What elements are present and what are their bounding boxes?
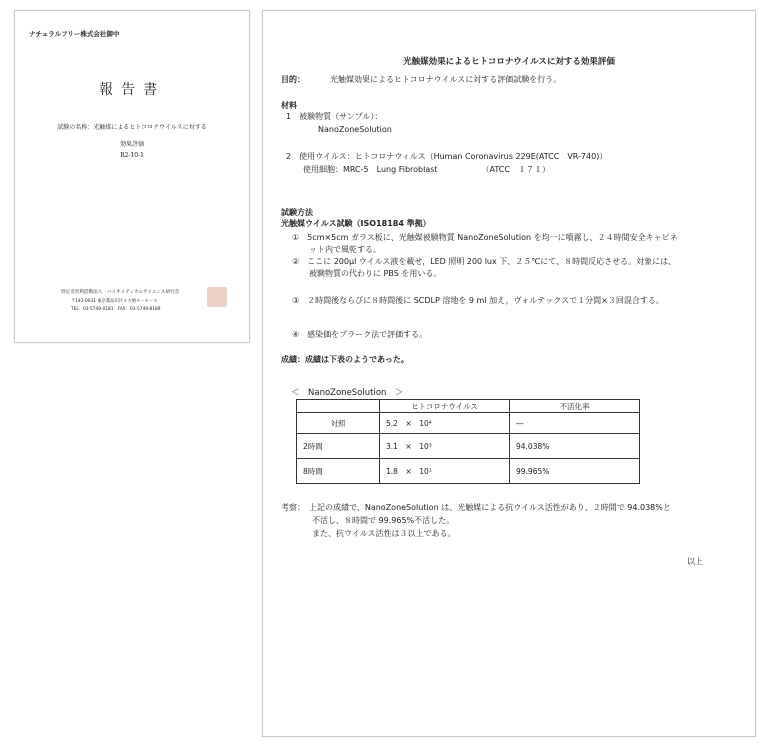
method-step-3: ③ ２時間後ならびに８時間後に SCDLP 溶地を 9 ml 加え，ヴォルテックスで１分間×３回混合する。 — [292, 296, 664, 305]
end-mark: 以上 — [687, 557, 703, 566]
table-header-cell: ヒトコロナウイルス — [380, 400, 510, 413]
table-cell: 94.038% — [510, 434, 640, 459]
cover-subject: 試験の名称：光触媒によるヒトコロナウイルスに対する — [57, 124, 207, 131]
table-cell: 対照 — [297, 413, 380, 434]
seal-stamp — [207, 287, 227, 307]
material-virus: 2 使用ウイルス：ヒトコロナウィルス（Human Coronavirus 229E(ATCC VR-740)） — [286, 152, 608, 161]
method-step-2: ② ここに 200μl ウイルス液を載せ，LED 照明 200 lux 下、２５℃にて、８時間反応させる。対象には、 — [292, 257, 677, 266]
table-cell: 1.8 × 10¹ — [380, 459, 510, 484]
table-row — [297, 459, 640, 484]
method-step-1: ① 5cm×5cm ガラス板に、光触媒被験物質 NanoZoneSolution を均一に噴霧し、２４時間安全キャビネ — [292, 233, 678, 242]
cover-addressee: ナチュラルフリー株式会社御中 — [29, 30, 120, 38]
discussion-line-1: 考察： 上記の成績で、NanoZoneSolution は、光触媒による抗ウイルス活性があり、２時間で 94.038%と — [281, 503, 671, 512]
purpose-text: 光触媒効果によるヒトコロナウイルスに対する評価試験を行う。 — [330, 75, 562, 84]
method-step-2-cont: 被験物質の代わりに PBS を用いる。 — [309, 269, 442, 278]
cover-address: 〒141-0031 東京都品川区＊大崎＊－＊－＊ — [71, 299, 158, 304]
method-subtitle: 光触媒ウイルス試験（ISO18184 準拠） — [281, 219, 431, 228]
table-row — [297, 434, 640, 459]
material-test-substance-value: NanoZoneSolution — [318, 125, 392, 134]
cover-report-number: R2-10-1 — [120, 152, 144, 159]
table-cell: 3.1 × 10³ — [380, 434, 510, 459]
report-page — [262, 10, 756, 737]
method-step-1-cont: ット内で風乾する。 — [309, 245, 381, 254]
cover-phone: TEL：03-5749-0181 FAX：03-5749-8189 — [71, 307, 161, 312]
table-row — [297, 413, 640, 434]
table-cell: 8時間 — [297, 459, 380, 484]
material-test-substance: 1 被験物質（サンプル）： — [286, 112, 383, 121]
table-header-row — [297, 400, 640, 413]
table-caption: ＜ NanoZoneSolution ＞ — [291, 388, 404, 398]
cover-subtitle: 効果評価 — [119, 141, 144, 148]
cover-organization: 特定非営利活動法人 バイオメディカルサイエンス研究会 — [61, 290, 180, 295]
table-cell: 5.2 × 10⁴ — [380, 413, 510, 434]
table-header-cell — [297, 400, 380, 413]
table-header-cell: 不活化率 — [510, 400, 640, 413]
materials-label: 材料 — [281, 101, 297, 110]
report-title: 光触媒効果によるヒトコロナウイルスに対する効果評価 — [403, 57, 615, 67]
cover-page — [14, 10, 250, 343]
discussion-line-2: 不活し、８時間で 99.965%不活した。 — [312, 516, 455, 525]
table-cell: 2時間 — [297, 434, 380, 459]
results-table — [296, 399, 640, 484]
cover-title: 報告書 — [99, 82, 165, 98]
results-label: 成績：成績は下表のようであった。 — [281, 355, 409, 364]
table-cell: 99.965% — [510, 459, 640, 484]
material-cells: 使用細胞：MRC-5 Lung Fibroblast （ATCC １７１） — [303, 165, 550, 174]
method-step-4: ④ 感染価をプラーク法で評価する。 — [292, 330, 428, 339]
discussion-line-3: また、抗ウイルス活性は３以上である。 — [312, 529, 456, 538]
purpose-label: 目的： — [281, 75, 305, 84]
table-cell: ― — [510, 413, 640, 434]
method-label: 試験方法 — [281, 208, 313, 217]
